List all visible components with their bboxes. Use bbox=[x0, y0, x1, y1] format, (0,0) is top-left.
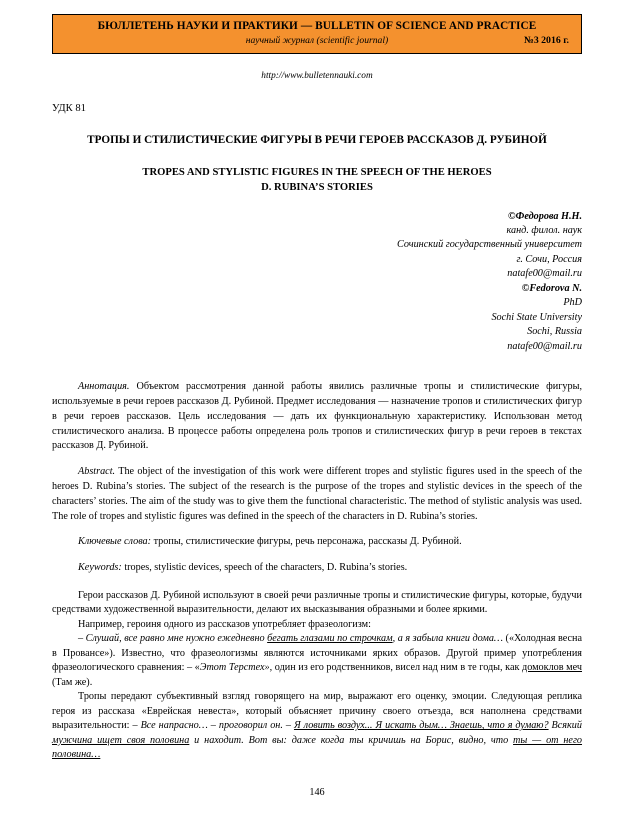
journal-title: БЮЛЛЕТЕНЬ НАУКИ И ПРАКТИКИ — BULLETIN OF SCIENCE AND PRACTICE bbox=[97, 20, 537, 32]
article-title-en-line1: TROPES AND STYLISTIC FIGURES IN THE SPEECH OF THE HEROES bbox=[142, 166, 492, 178]
keywords-en bbox=[52, 561, 582, 576]
abstract-section bbox=[52, 380, 582, 576]
body-text-3h: (Там же). bbox=[52, 676, 93, 688]
author-email-en: natafe00@mail.ru bbox=[507, 340, 582, 352]
body-text-4a: Тропы передают субъективный взгляд говорящего на мир, выражают его оценку, эмоции. Следующая реплика героя из рассказа «Еврейская невеста», который объясняет причину своего отъезда, вся наполнена средствами выразительности: – bbox=[52, 691, 582, 732]
article-body bbox=[52, 589, 582, 763]
article-title-en bbox=[52, 165, 582, 196]
quote-ru-2g: находит. Вот вы: даже когда ты кричишь на Борис, видно, что bbox=[204, 734, 514, 746]
udk-code: УДК 81 bbox=[52, 103, 86, 115]
author-affiliation-en: Sochi State University bbox=[491, 311, 582, 323]
journal-issue: №3 2016 г. bbox=[523, 35, 569, 47]
quote-ru-1b: бегать глазами по строчкам bbox=[267, 633, 393, 645]
quote-ru-2c: Я ловить воздух... Я искать дым… Знаешь, что я думаю? bbox=[293, 720, 549, 732]
body-paragraph-4 bbox=[52, 690, 582, 762]
author-city-ru: г. Сочи, Россия bbox=[516, 253, 582, 265]
abstract-ru-label: Аннотация. bbox=[78, 381, 130, 393]
author-block bbox=[52, 210, 582, 355]
journal-subtitle: научный журнал (scientific journal) bbox=[245, 35, 389, 47]
keywords-ru-text: тропы, стилистические фигуры, речь персонажа, рассказы Д. Рубиной. bbox=[151, 536, 462, 548]
quote-ru-1c: , а я забыла книги дома… bbox=[392, 633, 503, 645]
quote-ru-1g: домоклов меч bbox=[522, 662, 582, 674]
quote-ru-2f: и bbox=[189, 734, 205, 746]
article-title-en-line2: D. RUBINA’S STORIES bbox=[261, 182, 373, 194]
body-text-3d: («Холодная весна в Провансе»). Известно, что фразеологизмы являются источниками ярких образов. Другой пример употребления фразеологического сравнения: – « bbox=[52, 633, 583, 674]
quote-ru-2d: Всякий bbox=[548, 720, 582, 732]
quote-ru-1a: – Слушай, все равно мне нужно ежедневно bbox=[78, 633, 268, 645]
journal-subheader-row bbox=[59, 35, 575, 48]
keywords-ru-label: Ключевые слова: bbox=[78, 536, 152, 548]
author-name-ru: ©Федорова Н.Н. bbox=[508, 210, 582, 222]
quote-ru-2e: мужчина ищет своя половина bbox=[52, 734, 190, 746]
quote-ru-2b: Все напрасно… – проговорил он. – bbox=[140, 720, 294, 732]
author-affiliation-ru: Сочинский государственный университет bbox=[397, 239, 582, 251]
quote-ru-1e: Этот Терстех», bbox=[199, 662, 273, 674]
keywords-en-label: Keywords: bbox=[78, 562, 122, 574]
keywords-en-text: tropes, stylistic devices, speech of the characters, D. Rubina’s stories. bbox=[121, 562, 408, 574]
abstract-ru-text: Объектом рассмотрения данной работы явились различные тропы и стилистические фигуры, используемые в речи героев рассказов Д. Рубиной. Предмет исследования — назначение тропов и стилистических фигур в речи героев рассказов. Цель исследования — дать их функциональную характеристику. Использован метод стилистического анализа. В процессе работы определена роль тропов и стилистических фигур в речи героев в текстах рассказов Д. Рубиной. bbox=[52, 381, 582, 452]
body-paragraph-3 bbox=[52, 632, 582, 690]
author-degree-en: PhD bbox=[563, 297, 582, 309]
abstract-en bbox=[52, 465, 582, 524]
author-degree-ru: канд. филол. наук bbox=[506, 224, 582, 236]
journal-header-banner bbox=[52, 14, 582, 54]
body-paragraph-1: Герои рассказов Д. Рубиной используют в своей речи различные тропы и стилистические фигуры, которые, будучи средствами художественной выразительности, делают их высказывания образными и более яркими. bbox=[52, 589, 582, 616]
page-number: 146 bbox=[309, 787, 325, 798]
keywords-ru bbox=[52, 535, 582, 550]
journal-url: http://www.bulletennauki.com bbox=[261, 71, 373, 82]
body-paragraph-2: Например, героиня одного из рассказов употребляет фразеологизм: bbox=[78, 618, 371, 630]
body-text-3f: один из его родственников, висел над ним в те годы, как bbox=[272, 662, 523, 674]
abstract-en-label: Abstract. bbox=[78, 466, 116, 478]
abstract-en-text: The object of the investigation of this work were different tropes and stylistic figures used in the speech of the heroes D. Rubina’s stories. The subject of the research is the purpose of the tropes and stylistic devices in the speech of the characters’ stories. The aim of the study was to give them the functional characteristic. The method of stylistic analysis was used. The role of tropes and stylistic figures was defined in the speech of the characters in D. Rubina’s stories. bbox=[52, 466, 582, 522]
abstract-ru bbox=[52, 380, 582, 454]
author-email-ru: natafe00@mail.ru bbox=[507, 268, 582, 280]
article-title-ru: ТРОПЫ И СТИЛИСТИЧЕСКИЕ ФИГУРЫ В РЕЧИ ГЕРОЕВ РАССКАЗОВ Д. РУБИНОЙ bbox=[87, 134, 547, 147]
quote-ru-2h: ты — от него половина… bbox=[52, 734, 583, 761]
author-name-en: ©Fedorova N. bbox=[521, 282, 582, 294]
author-city-en: Sochi, Russia bbox=[527, 326, 582, 338]
